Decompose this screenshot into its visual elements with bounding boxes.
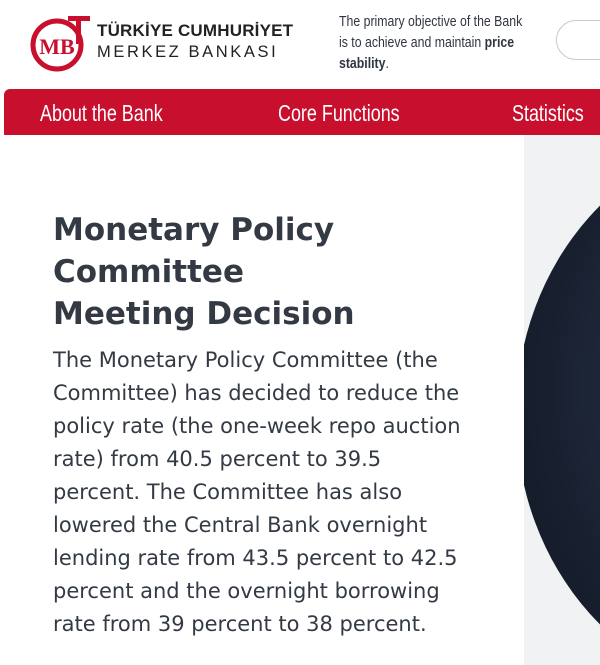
logo-line-2: MERKEZ BANKASI [97, 43, 279, 61]
tagline-line-2 [339, 32, 515, 53]
nav-item-statistics[interactable]: Statistics [512, 100, 584, 126]
nav-item-about-the-bank[interactable]: About the Bank [40, 100, 163, 126]
announcement-body: The Monetary Policy Committee (the Committee) has decided to reduce the policy rate (the one-week repo auction rate) from 40.5 percent to 39.5 percent. The Committee has also lowered the Central Bank overnight lending rate from 43.5 percent to 42.5 percent and the overnight borrowing rate from 39 percent to 38 percent. [53, 348, 461, 636]
hero-photo [516, 135, 600, 665]
tagline-bold-price: price [484, 34, 515, 51]
svg-text:MB: MB [39, 34, 75, 59]
nav-item-core-functions[interactable]: Core Functions [278, 100, 400, 126]
mission-tagline [339, 11, 523, 74]
tagline-text: is to achieve and maintain [339, 34, 485, 51]
announcement-title[interactable]: Monetary Policy Committee Meeting Decision [53, 212, 355, 332]
tagline-line-1: The primary objective of the Bank [339, 13, 523, 30]
tagline-period: . [385, 55, 389, 72]
announcement-card [4, 135, 524, 665]
search-input[interactable] [556, 20, 600, 60]
tagline-line-3 [339, 53, 507, 74]
tcmb-logo-icon [28, 14, 90, 72]
logo-line-1: TÜRKİYE CUMHURİYET [97, 21, 294, 40]
tagline-bold-stability: stability [339, 55, 386, 72]
logo-wordmark [97, 21, 293, 62]
hero-panel [4, 135, 600, 665]
main-navigation [4, 89, 600, 135]
site-header [0, 0, 600, 89]
